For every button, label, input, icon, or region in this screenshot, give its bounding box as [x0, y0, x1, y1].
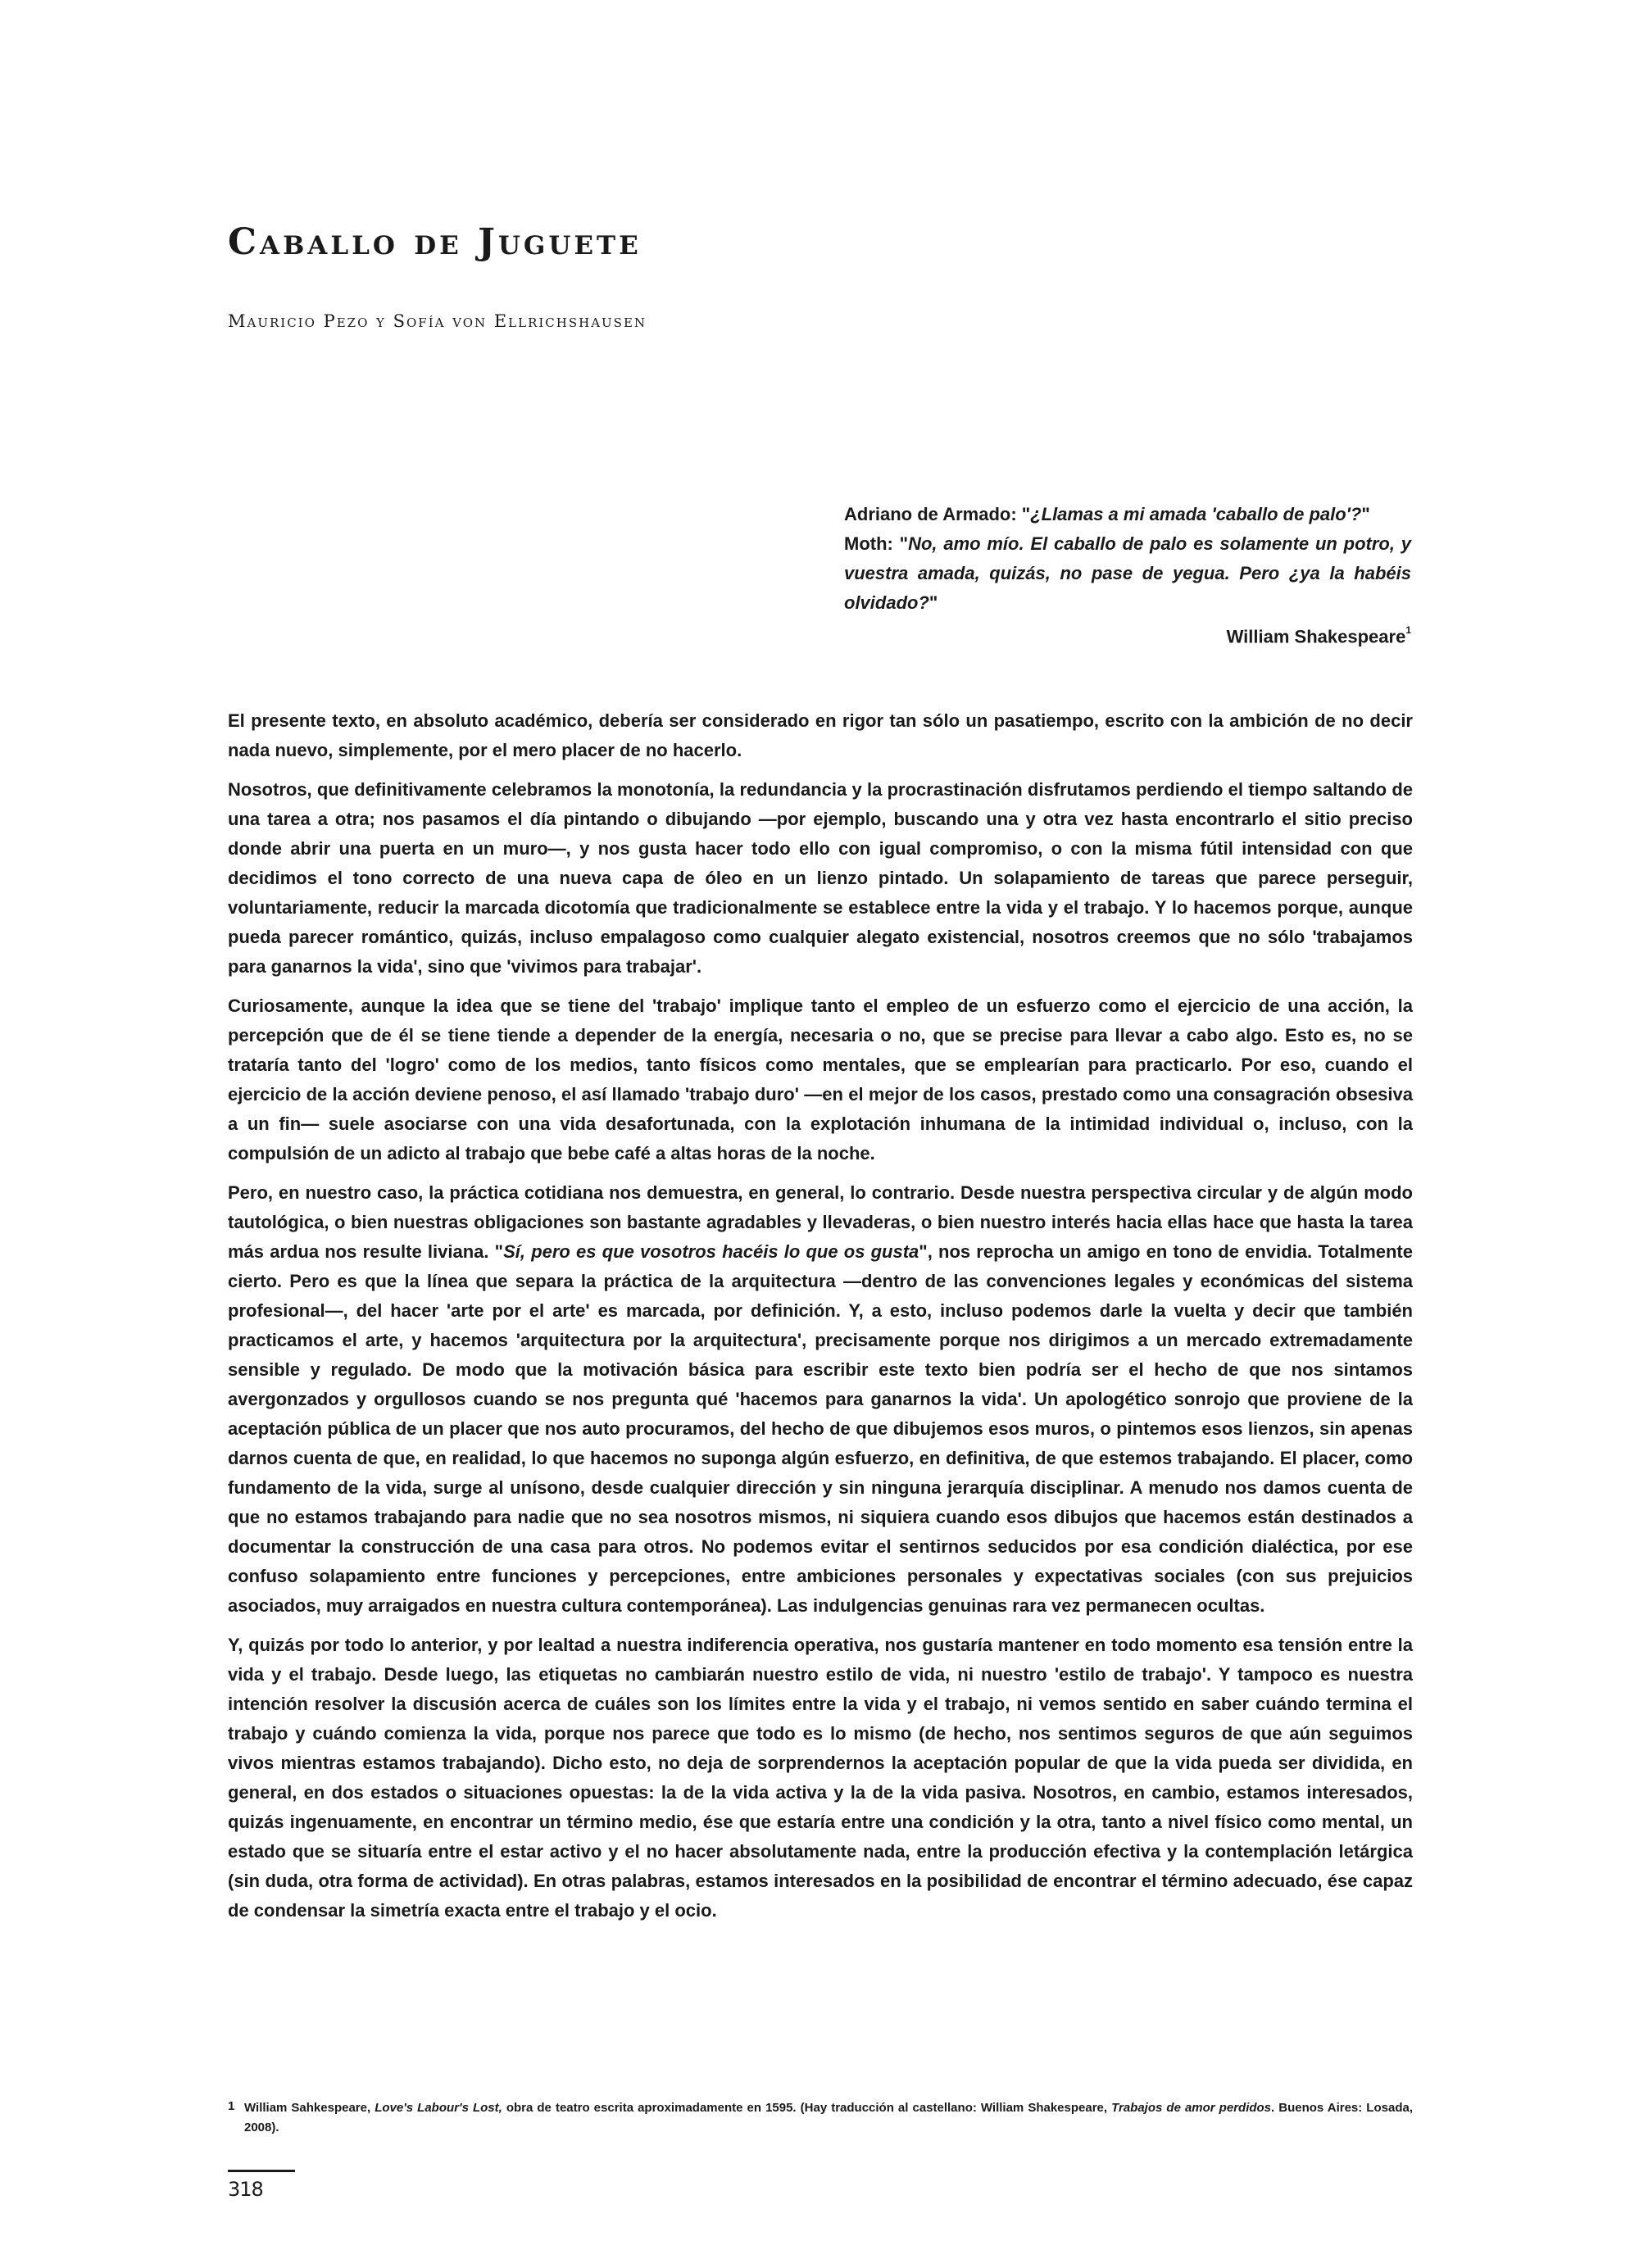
footnote-text — [244, 2098, 1413, 2138]
epigraph-author: William Shakespeare — [1226, 626, 1406, 647]
epigraph-quote-1: ¿Llamas a mi amada 'caballo de palo'? — [1030, 504, 1362, 524]
paragraph-2: Nosotros, que definitivamente celebramos la monotonía, la redundancia y la procrastinación disfrutamos perdiendo el tiempo saltando de una tarea a otra; nos pasamos el día pintando o dibujando —por ejemplo, buscando una y otra vez hasta encontrarlo el sitio preciso donde abrir una puerta en un muro—, y nos gusta hacer todo ello con igual compromiso, o con la misma fútil intensidad con que decidimos el tono correcto de una nueva capa de óleo en un lienzo pintado. Un solapamiento de tareas que parece perseguir, voluntariamente, reducir la marcada dicotomía que tradicionalmente se establece entre la vida y el trabajo. Y lo hacemos porque, aunque pueda parecer romántico, quizás, incluso empalagoso como cualquier alegato existencial, nosotros creemos que no sólo 'trabajamos para ganarnos la vida', sino que 'vivimos para trabajar'. — [228, 779, 1413, 977]
article-title: Caballo de Juguete — [228, 221, 642, 263]
epigraph-line-1 — [844, 500, 1411, 529]
paragraph-1: El presente texto, en absoluto académico, debería ser considerado en rigor tan sólo un pasatiempo, escrito con la ambición de no decir nada nuevo, simplemente, por el mero placer de no hacerlo. — [228, 710, 1413, 760]
footnote-translation: Trabajos de amor perdidos — [1111, 2101, 1272, 2115]
footnote-post: . Buenos Aires: Losada, 2008). — [244, 2101, 1413, 2134]
epigraph-close-1: " — [1361, 504, 1370, 524]
epigraph-speaker-1: Adriano de Armado: " — [844, 504, 1031, 524]
epigraph-attribution — [844, 618, 1411, 651]
footnote-pre: William Sahkespeare, — [244, 2101, 375, 2115]
epigraph-close-2: " — [928, 592, 938, 613]
article-authors: Mauricio Pezo y Sofía von Ellrichshausen — [228, 311, 647, 331]
paragraph-3: Curiosamente, aunque la idea que se tiene del 'trabajo' implique tanto el empleo de un esfuerzo como el ejercicio de una acción, la percepción que de él se tiene tiende a depender de la energía, necesaria o no, que se precise para llevar a cabo algo. Esto es, no se trataría tanto del 'logro' como de los medios, tanto físicos como mentales, que se emplearían para practicarlo. Por eso, cuando el ejercicio de la acción deviene penoso, el así llamado 'trabajo duro' —en el mejor de los casos, prestado como una consagración obsesiva a un fin— suele asociarse con una vida desafortunada, con la explotación inhumana de la intimidad individual o, incluso, con la compulsión de un adicto al trabajo que bebe café a altas horas de la noche. — [228, 996, 1413, 1163]
epigraph — [844, 500, 1411, 651]
footnote-work: Love's Labour's Lost, — [375, 2101, 502, 2115]
epigraph-quote-2: No, amo mío. El caballo de palo es solamente un potro, y vuestra amada, quizás, no pase de yegua. Pero ¿ya la habéis olvidado? — [844, 533, 1411, 613]
epigraph-speaker-2: Moth: " — [844, 533, 909, 554]
page-number: 318 — [228, 2178, 263, 2201]
paragraph-4-end: ", nos reprocha un amigo en tono de envidia. Totalmente cierto. Pero es que la línea que separa la práctica de la arquitectura —dentro de las convenciones legales y económicas del sistema profesional—, del hacer 'arte por el arte' es marcada, por definición. Y, a esto, incluso podemos darle la vuelta y decir que también practicamos el arte, y hacemos 'arquitectura por la arquitectura', precisamente porque nos dirigimos a un mercado extremadamente sensible y regulado. De modo que la motivación básica para escribir este texto bien podría ser el hecho de que nos sintamos avergonzados y orgullosos cuando se nos pregunta qué 'hacemos para ganarnos la vida'. Un apologético sonrojo que proviene de la aceptación pública de un placer que nos auto procuramos, del hecho de que dibujemos esos muros, o pintemos esos lienzos, sin apenas darnos cuenta de que, en realidad, lo que hacemos no suponga algún esfuerzo, en definitiva, de que estemos trabajando. El placer, como fundamento de la vida, surge al unísono, desde cualquier dirección y sin ninguna jerarquía disciplinar. A menudo nos damos cuenta de que no estamos trabajando para nadie que no sea nosotros mismos, ni siquiera cuando esos dibujos que hacemos están destinados a documentar la construcción de una casa para otros. No podemos evitar el sentirnos seducidos por esa condición dialéctica, por ese confuso solapamiento entre funciones y percepciones, entre ambiciones personales y expectativas sociales (con sus prejuicios asociados, muy arraigados en nuestra cultura contemporánea). Las indulgencias genuinas rara vez permanecen ocultas. — [228, 1241, 1413, 1616]
paragraph-4-start: Pero, en nuestro caso, la práctica cotidiana nos demuestra, en general, lo contrario. Desde nuestra perspectiva circular y de algún modo tautológica, o bien nuestras obligaciones son bastante agradables y llevaderas, o bien nuestro interés hacia ellas hace que hasta la tarea más ardua nos resulte liviana. " — [228, 1182, 1413, 1262]
footnote-number: 1 — [228, 2099, 235, 2113]
epigraph-line-2 — [844, 529, 1411, 618]
paragraph-4 — [228, 1178, 1413, 1621]
footnote-reference: 1 — [1405, 624, 1411, 636]
page-number-rule — [228, 2170, 295, 2172]
footnote-mid: obra de teatro escrita aproximadamente en 1595. (Hay traducción al castellano: William Shakespeare, — [502, 2101, 1112, 2115]
paragraph-5: Y, quizás por todo lo anterior, y por lealtad a nuestra indiferencia operativa, nos gustaría mantener en todo momento esa tensión entre la vida y el trabajo. Desde luego, las etiquetas no cambiarán nuestro estilo de vida, ni nuestro 'estilo de trabajo'. Y tampoco es nuestra intención resolver la discusión acerca de cuáles son los límites entre la vida y el trabajo, ni vemos sentido en saber cuándo termina el trabajo y cuándo comienza la vida, porque nos parece que todo es lo mismo (de hecho, nos sentimos seguros de que aún seguimos vivos mientras estamos trabajando). Dicho esto, no deja de sorprendernos la aceptación popular de que la vida pueda ser dividida, en general, en dos estados o situaciones opuestas: la de la vida activa y la de la vida pasiva. Nosotros, en cambio, estamos interesados, quizás ingenuamente, en encontrar un término medio, ése que estaría entre una condición y la otra, tanto a nivel físico como mental, un estado que se situaría entre el estar activo y el no hacer absolutamente nada, entre la producción efectiva y la contemplación letárgica (sin duda, otra forma de actividad). En otras palabras, estamos interesados en la posibilidad de encontrar el término adecuado, ése capaz de condensar la simetría exacta entre el trabajo y el ocio. — [228, 1635, 1413, 1921]
footnote — [228, 2098, 1413, 2138]
article-body — [228, 706, 1413, 1935]
paragraph-4-quote: Sí, pero es que vosotros hacéis lo que os gusta — [503, 1241, 919, 1262]
